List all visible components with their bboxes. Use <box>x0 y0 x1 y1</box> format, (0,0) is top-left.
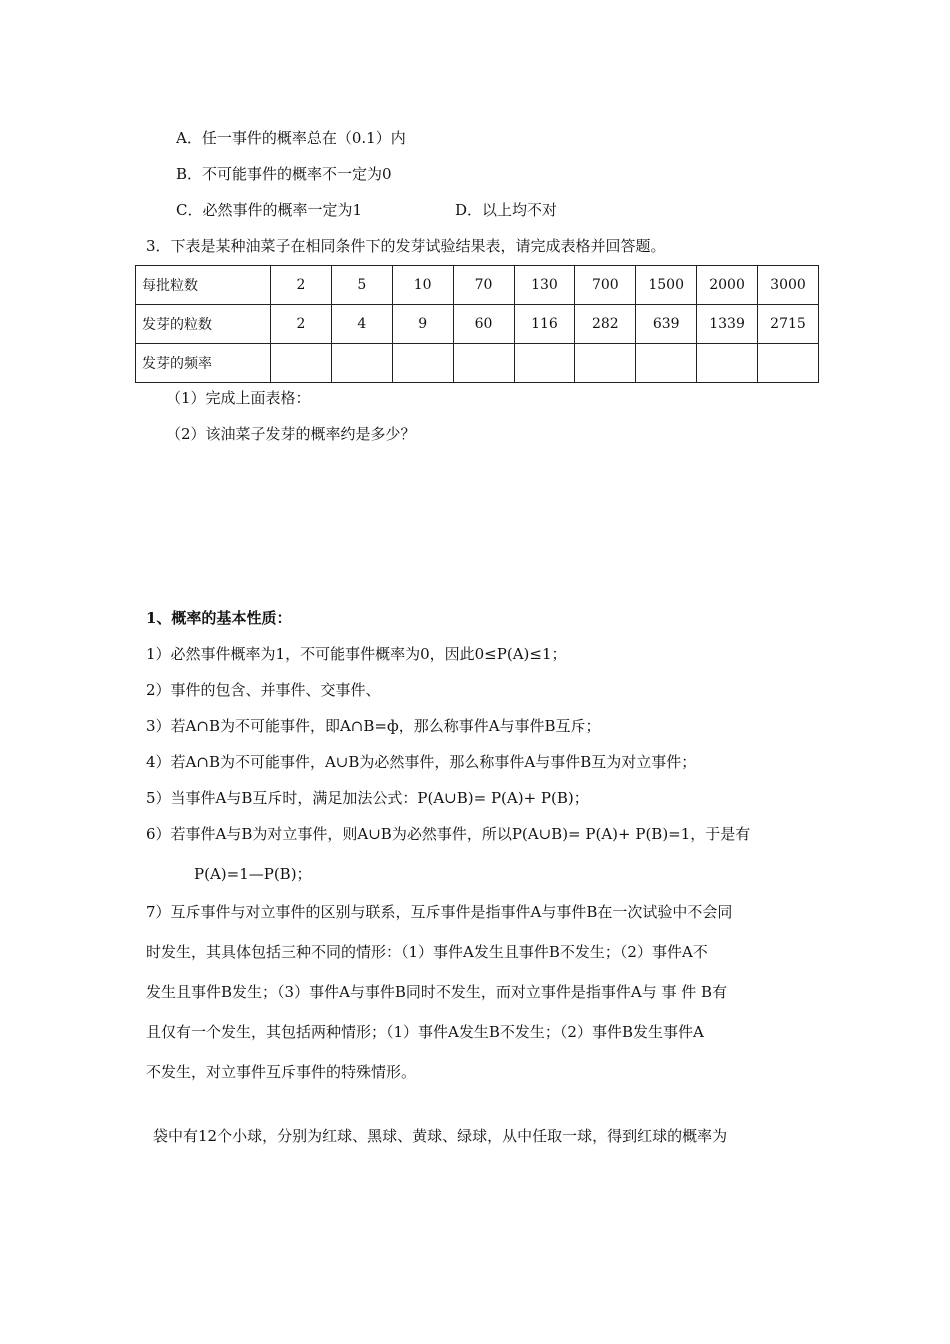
table-cell: 70 <box>453 266 514 305</box>
germination-table <box>135 265 819 383</box>
table-row <box>136 266 819 305</box>
table-cell: 130 <box>514 266 575 305</box>
section-title: 1、概率的基本性质： <box>146 609 292 627</box>
table-cell: 700 <box>575 266 636 305</box>
table-cell: 2715 <box>758 305 819 344</box>
table-cell: 116 <box>514 305 575 344</box>
blank-cell[interactable] <box>514 344 575 383</box>
table-row <box>136 305 819 344</box>
blank-cell[interactable] <box>271 344 332 383</box>
table-cell: 4 <box>331 305 392 344</box>
option-b: B．不可能事件的概率不一定为0 <box>176 165 392 183</box>
table-cell: 2 <box>271 305 332 344</box>
property-7-line-5: 不发生，对立事件互斥事件的特殊情形。 <box>146 1063 417 1081</box>
property-7-line-2: 时发生，其具体包括三种不同的情形：（1）事件A发生且事件B不发生；（2）事件A不 <box>146 943 708 961</box>
option-a: A．任一事件的概率总在（0.1）内 <box>176 129 406 147</box>
table-cell: 10 <box>392 266 453 305</box>
blank-cell[interactable] <box>392 344 453 383</box>
property-1: 1）必然事件概率为1，不可能事件概率为0，因此0≤P(A)≤1； <box>146 645 567 663</box>
blank-cell[interactable] <box>575 344 636 383</box>
property-2: 2）事件的包含、并事件、交事件、 <box>146 681 381 699</box>
blank-cell[interactable] <box>453 344 514 383</box>
row-label-germinated-count: 发芽的粒数 <box>136 305 271 344</box>
blank-cell[interactable] <box>697 344 758 383</box>
last-question: 袋中有12个小球，分别为红球、黑球、黄球、绿球，从中任取一球，得到红球的概率为 <box>153 1127 728 1145</box>
property-5: 5）当事件A与B互斥时，满足加法公式：P(A∪B)= P(A)+ P(B)； <box>146 789 589 807</box>
table-cell: 3000 <box>758 266 819 305</box>
row-label-germination-frequency: 发芽的频率 <box>136 344 271 383</box>
property-4: 4）若A∩B为不可能事件，A∪B为必然事件，那么称事件A与事件B互为对立事件； <box>146 753 697 771</box>
table-cell: 5 <box>331 266 392 305</box>
row-label-batch-count: 每批粒数 <box>136 266 271 305</box>
property-7-line-4: 且仅有一个发生，其包括两种情形；（1）事件A发生B不发生；（2）事件B发生事件A <box>146 1023 704 1041</box>
property-3: 3）若A∩B为不可能事件，即A∩B=ф，那么称事件A与事件B互斥； <box>146 717 601 735</box>
option-d: D．以上均不对 <box>455 201 558 219</box>
sub-question-2: （2）该油菜子发芽的概率约是多少？ <box>166 425 416 443</box>
table-cell: 639 <box>636 305 697 344</box>
table-cell: 1339 <box>697 305 758 344</box>
option-c: C．必然事件的概率一定为1 <box>176 201 363 219</box>
property-7-line-1: 7）互斥事件与对立事件的区别与联系，互斥事件是指事件A与事件B在一次试验中不会同 <box>146 903 733 921</box>
table-cell: 2000 <box>697 266 758 305</box>
property-7-line-3: 发生且事件B发生；（3）事件A与事件B同时不发生，而对立事件是指事件A与 事 件 B有 <box>146 983 728 1001</box>
sub-question-1: （1）完成上面表格： <box>166 389 311 407</box>
blank-cell[interactable] <box>758 344 819 383</box>
table-cell: 9 <box>392 305 453 344</box>
question-3-stem: 3．下表是某种油菜子在相同条件下的发芽试验结果表，请完成表格并回答题。 <box>146 237 666 255</box>
table-cell: 1500 <box>636 266 697 305</box>
blank-cell[interactable] <box>636 344 697 383</box>
blank-cell[interactable] <box>331 344 392 383</box>
table-cell: 2 <box>271 266 332 305</box>
property-6-line-2: P(A)=1—P(B)； <box>194 865 312 883</box>
table-row <box>136 344 819 383</box>
table-cell: 282 <box>575 305 636 344</box>
property-6-line-1: 6）若事件A与B为对立事件，则A∪B为必然事件，所以P(A∪B)= P(A)+ P(B)=1，于是有 <box>146 825 751 843</box>
table-cell: 60 <box>453 305 514 344</box>
